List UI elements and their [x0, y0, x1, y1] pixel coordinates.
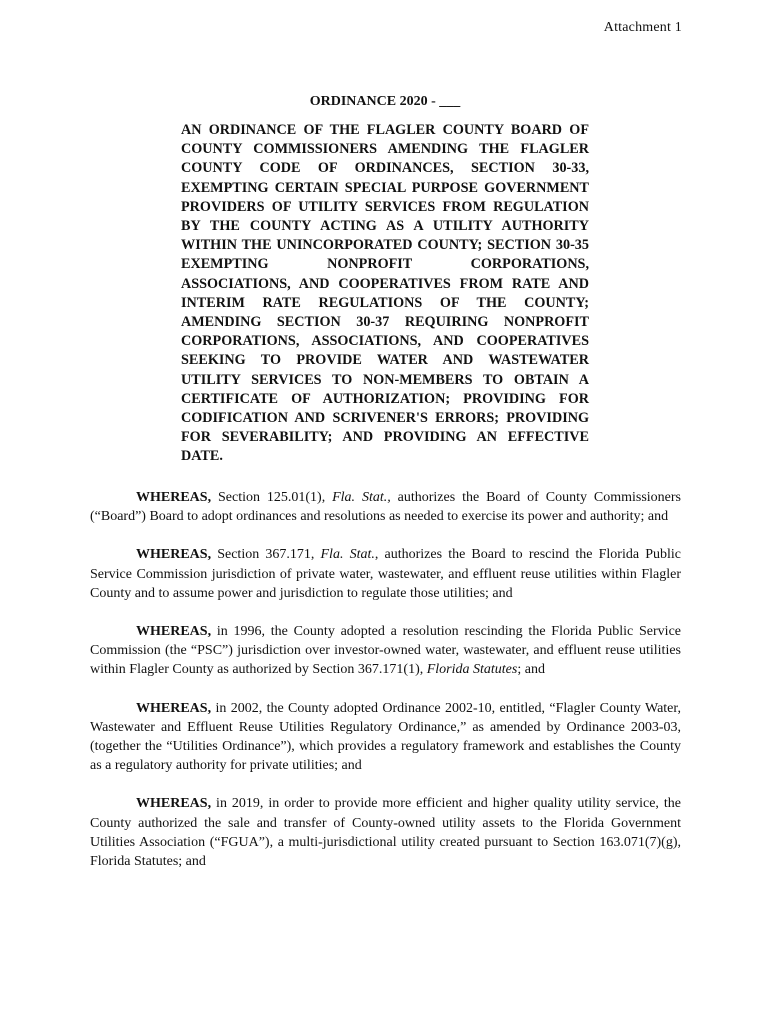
whereas-paragraph-5 [90, 794, 681, 871]
paragraph-text: in 2002, the County adopted Ordinance 2002-10, entitled, “Flagler County Water, Wastewater and Effluent Reuse Utilities Regulatory Ordinance,” as amended by Ordinance 2003-03, (together the “Utilities Ordinance”), which provides a regulatory framework and establishes the County as a regulatory authority for private utilities; and [90, 700, 681, 774]
statute-citation: Fla. Stat., [332, 490, 391, 505]
whereas-paragraph-3 [90, 622, 681, 680]
statute-citation: Florida Statutes [426, 662, 518, 678]
whereas-paragraph-4 [90, 699, 681, 776]
paragraph-text: in 2019, in order to provide more efficient and higher quality utility service, the County authorized the sale and transfer of County-owned utility assets to the Florida Government Utilities Association (“FGUA”), a multi-jurisdictional utility created pursuant to Section 163.071(7)(g), Florida Statutes; and [90, 796, 681, 870]
ordinance-caption: AN ORDINANCE OF THE FLAGLER COUNTY BOARD OF COUNTY COMMISSIONERS AMENDING THE FLAGLER COUNTY CODE OF ORDINANCES, SECTION 30-33, EXEMPTING CERTAIN SPECIAL PURPOSE GOVERNMENT PROVIDERS OF UTILITY SERVICES FROM REGULATION BY THE COUNTY ACTING AS A UTILITY AUTHORITY WITHIN THE UNINCORPORATED COUNTY; SECTION 30-35 EXEMPTING NONPROFIT CORPORATIONS, ASSOCIATIONS, AND COOPERATIVES FROM RATE AND INTERIM RATE REGULATIONS OF THE COUNTY; AMENDING SECTION 30-37 REQUIRING NONPROFIT CORPORATIONS, ASSOCIATIONS, AND COOPERATIVES SEEKING TO PROVIDE WATER AND WASTEWATER UTILITY SERVICES TO NON-MEMBERS TO OBTAIN A CERTIFICATE OF AUTHORIZATION; PROVIDING FOR CODIFICATION AND SCRIVENER'S ERRORS; PROVIDING FOR SEVERABILITY; AND PROVIDING AN EFFECTIVE DATE. [181, 122, 589, 465]
paragraph-text: ; and [517, 662, 545, 678]
paragraph-text: Section 367.171, [211, 547, 321, 563]
whereas-lead: WHEREAS, [136, 796, 212, 812]
paragraph-text: Section 125.01(1), [211, 490, 333, 505]
attachment-label: Attachment 1 [603, 20, 682, 35]
paragraph-text: in 1996, the County adopted a resolution rescinding the Florida Public Service Commission (the “PSC”) jurisdiction over investor-owned water, wastewater, and effluent reuse utilities within Flagler County as authorized by Section 367.171(1), [90, 624, 681, 678]
whereas-lead: WHEREAS, [136, 547, 212, 563]
whereas-paragraph-2 [90, 545, 681, 603]
whereas-lead: WHEREAS, [136, 700, 212, 716]
whereas-paragraph-1 [90, 488, 681, 526]
whereas-lead: WHEREAS, [136, 624, 212, 640]
statute-citation: Fla. Stat. [320, 547, 375, 563]
ordinance-title: ORDINANCE 2020 - ___ [309, 94, 461, 109]
whereas-lead: WHEREAS, [136, 490, 212, 505]
paragraph-text: , authorizes the Board to rescind the Florida Public Service Commission jurisdiction of private water, wastewater, and effluent reuse utilities within Flagler County and to assume power and jurisdiction to regulate those utilities; and [90, 547, 681, 601]
whereas-section [90, 488, 681, 890]
paragraph-text: authorizes the Board of County Commissioners (“Board”) Board to adopt ordinances and resolutions as needed to exercise its power and authority; and [90, 490, 681, 525]
